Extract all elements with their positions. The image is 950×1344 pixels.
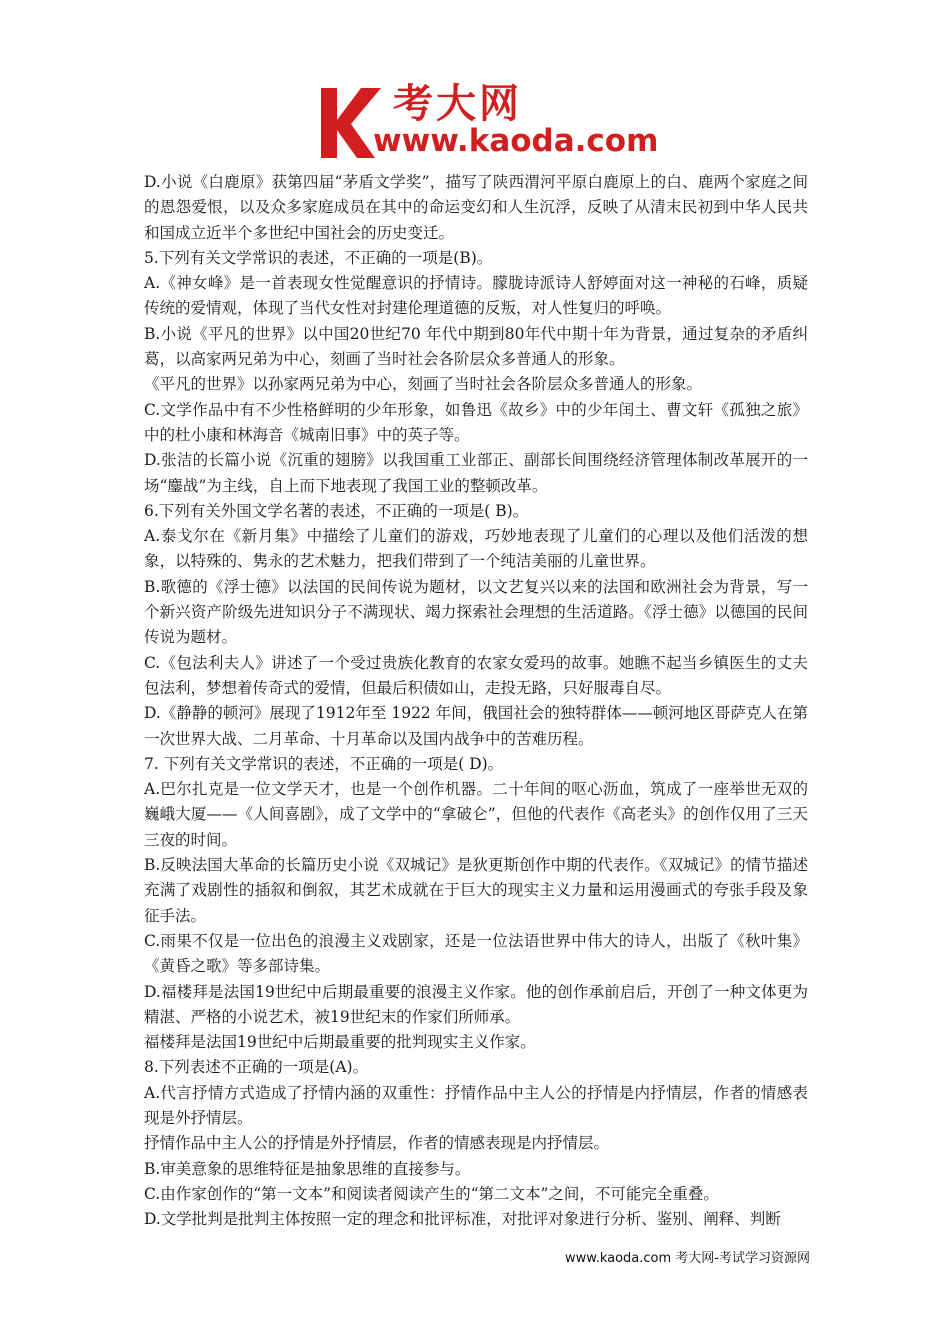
- site-logo: [315, 81, 659, 162]
- document-body: [144, 170, 808, 1232]
- question-stem: 8.下列表述不正确的一项是(A)。: [144, 1058, 369, 1077]
- logo-brand-name: 考大网: [393, 81, 522, 127]
- paragraph: D.《静静的顿河》展现了1912年至 1922 年间，俄国社会的独特群体——顿河地区哥萨克人在第一次世界大战、二月革命、十月革命以及国内战争中的苦难历程。: [144, 704, 808, 748]
- paragraph: C.雨果不仅是一位出色的浪漫主义戏剧家，还是一位法语世界中伟大的诗人，出版了《秋叶集》《黄昏之歌》等多部诗集。: [144, 931, 808, 976]
- paragraph: D.文学批判是批判主体按照一定的理念和批评标准，对批评对象进行分析、鉴别、阐释、判断: [144, 1210, 781, 1229]
- paragraph: A.代言抒情方式造成了抒情内涵的双重性：抒情作品中主人公的抒情是内抒情层，作者的情感表现是外抒情层。: [144, 1083, 808, 1127]
- paragraph: D.张洁的长篇小说《沉重的翅膀》以我国重工业部正、副部长间围绕经济管理体制改革展开的一场“鏖战”为主线，自上而下地表现了我国工业的整顿改革。: [144, 451, 808, 495]
- paragraph: A.巴尔扎克是一位文学天才，也是一个创作机器。二十年间的呕心沥血，筑成了一座举世无双的巍峨大厦——《人间喜剧》，成了文学中的“拿破仑”，但他的代表作《高老头》的创作仅用了三天三夜的时间。: [144, 780, 808, 849]
- paragraph: B.小说《平凡的世界》以中国20世纪70 年代中期到80年代中期十年为背景，通过复杂的矛盾纠葛，以高家两兄弟为中心，刻画了当时社会各阶层众多普通人的形象。: [144, 324, 808, 369]
- paragraph: C.文学作品中有不少性格鲜明的少年形象，如鲁迅《故乡》中的少年闰土、曹文轩《孤独之旅》中的杜小康和林海音《城南旧事》中的英子等。: [144, 400, 808, 444]
- question-stem: 5.下列有关文学常识的表述，不正确的一项是(B)。: [144, 248, 493, 267]
- paragraph: D.小说《白鹿原》获第四届“茅盾文学奖”，描写了陕西渭河平原白鹿原上的白、鹿两个家庭之间的恩怨爱恨，以及众多家庭成员在其中的命运变幻和人生沉浮，反映了从清末民初到中华人民共和国成立近半个多世纪中国社会的历史变迁。: [144, 173, 808, 242]
- paragraph: B.歌德的《浮士德》以法国的民间传说为题材，以文艺复兴以来的法国和欧洲社会为背景，写一个新兴资产阶级先进知识分子不满现状、竭力探索社会理想的生活道路。《浮士德》以德国的民间传说为题材。: [144, 577, 808, 647]
- paragraph: D.福楼拜是法国19世纪中后期最重要的浪漫主义作家。他的创作承前启后，开创了一种文体更为精湛、严格的小说艺术，被19世纪末的作家们所师承。: [144, 982, 808, 1026]
- paragraph: 抒情作品中主人公的抒情是外抒情层，作者的情感表现是内抒情层。: [144, 1134, 610, 1153]
- paragraph: 《平凡的世界》以孙家两兄弟为中心，刻画了当时社会各阶层众多普通人的形象。: [144, 375, 703, 394]
- paragraph: C.《包法利夫人》讲述了一个受过贵族化教育的农家女爱玛的故事。她瞧不起当乡镇医生的丈夫包法利，梦想着传奇式的爱情，但最后积债如山，走投无路，只好服毒自尽。: [144, 653, 808, 697]
- question-stem: 7. 下列有关文学常识的表述，不正确的一项是( D)。: [144, 754, 504, 773]
- paragraph: A.泰戈尔在《新月集》中描绘了儿童们的游戏，巧妙地表现了儿童们的心理以及他们活泼的想象，以特殊的、隽永的艺术魅力，把我们带到了一个纯洁美丽的儿童世界。: [144, 527, 808, 571]
- question-stem: 6.下列有关外国文学名著的表述，不正确的一项是( B)。: [144, 501, 529, 520]
- logo-brand-url: www.kaoda.com: [373, 123, 659, 159]
- paragraph: 福楼拜是法国19世纪中后期最重要的批判现实主义作家。: [144, 1033, 536, 1052]
- paragraph: A.《神女峰》是一首表现女性觉醒意识的抒情诗。朦胧诗派诗人舒婷面对这一神秘的石峰，质疑传统的爱情观，体现了当代女性对封建伦理道德的反叛，对人性复归的呼唤。: [144, 274, 808, 318]
- paragraph: C.由作家创作的“第一文本”和阅读者阅读产生的“第二文本”之间，不可能完全重叠。: [144, 1184, 719, 1203]
- paragraph: B.反映法国大革命的长篇历史小说《双城记》是狄更斯创作中期的代表作。《双城记》的情节描述充满了戏剧性的插叙和倒叙，其艺术成就在于巨大的现实主义力量和运用漫画式的夸张手段及象征手法。: [144, 856, 808, 925]
- page-footer: www.kaoda.com 考大网-考试学习资源网: [565, 1251, 810, 1266]
- paragraph: B.审美意象的思维特征是抽象思维的直接参与。: [144, 1159, 471, 1178]
